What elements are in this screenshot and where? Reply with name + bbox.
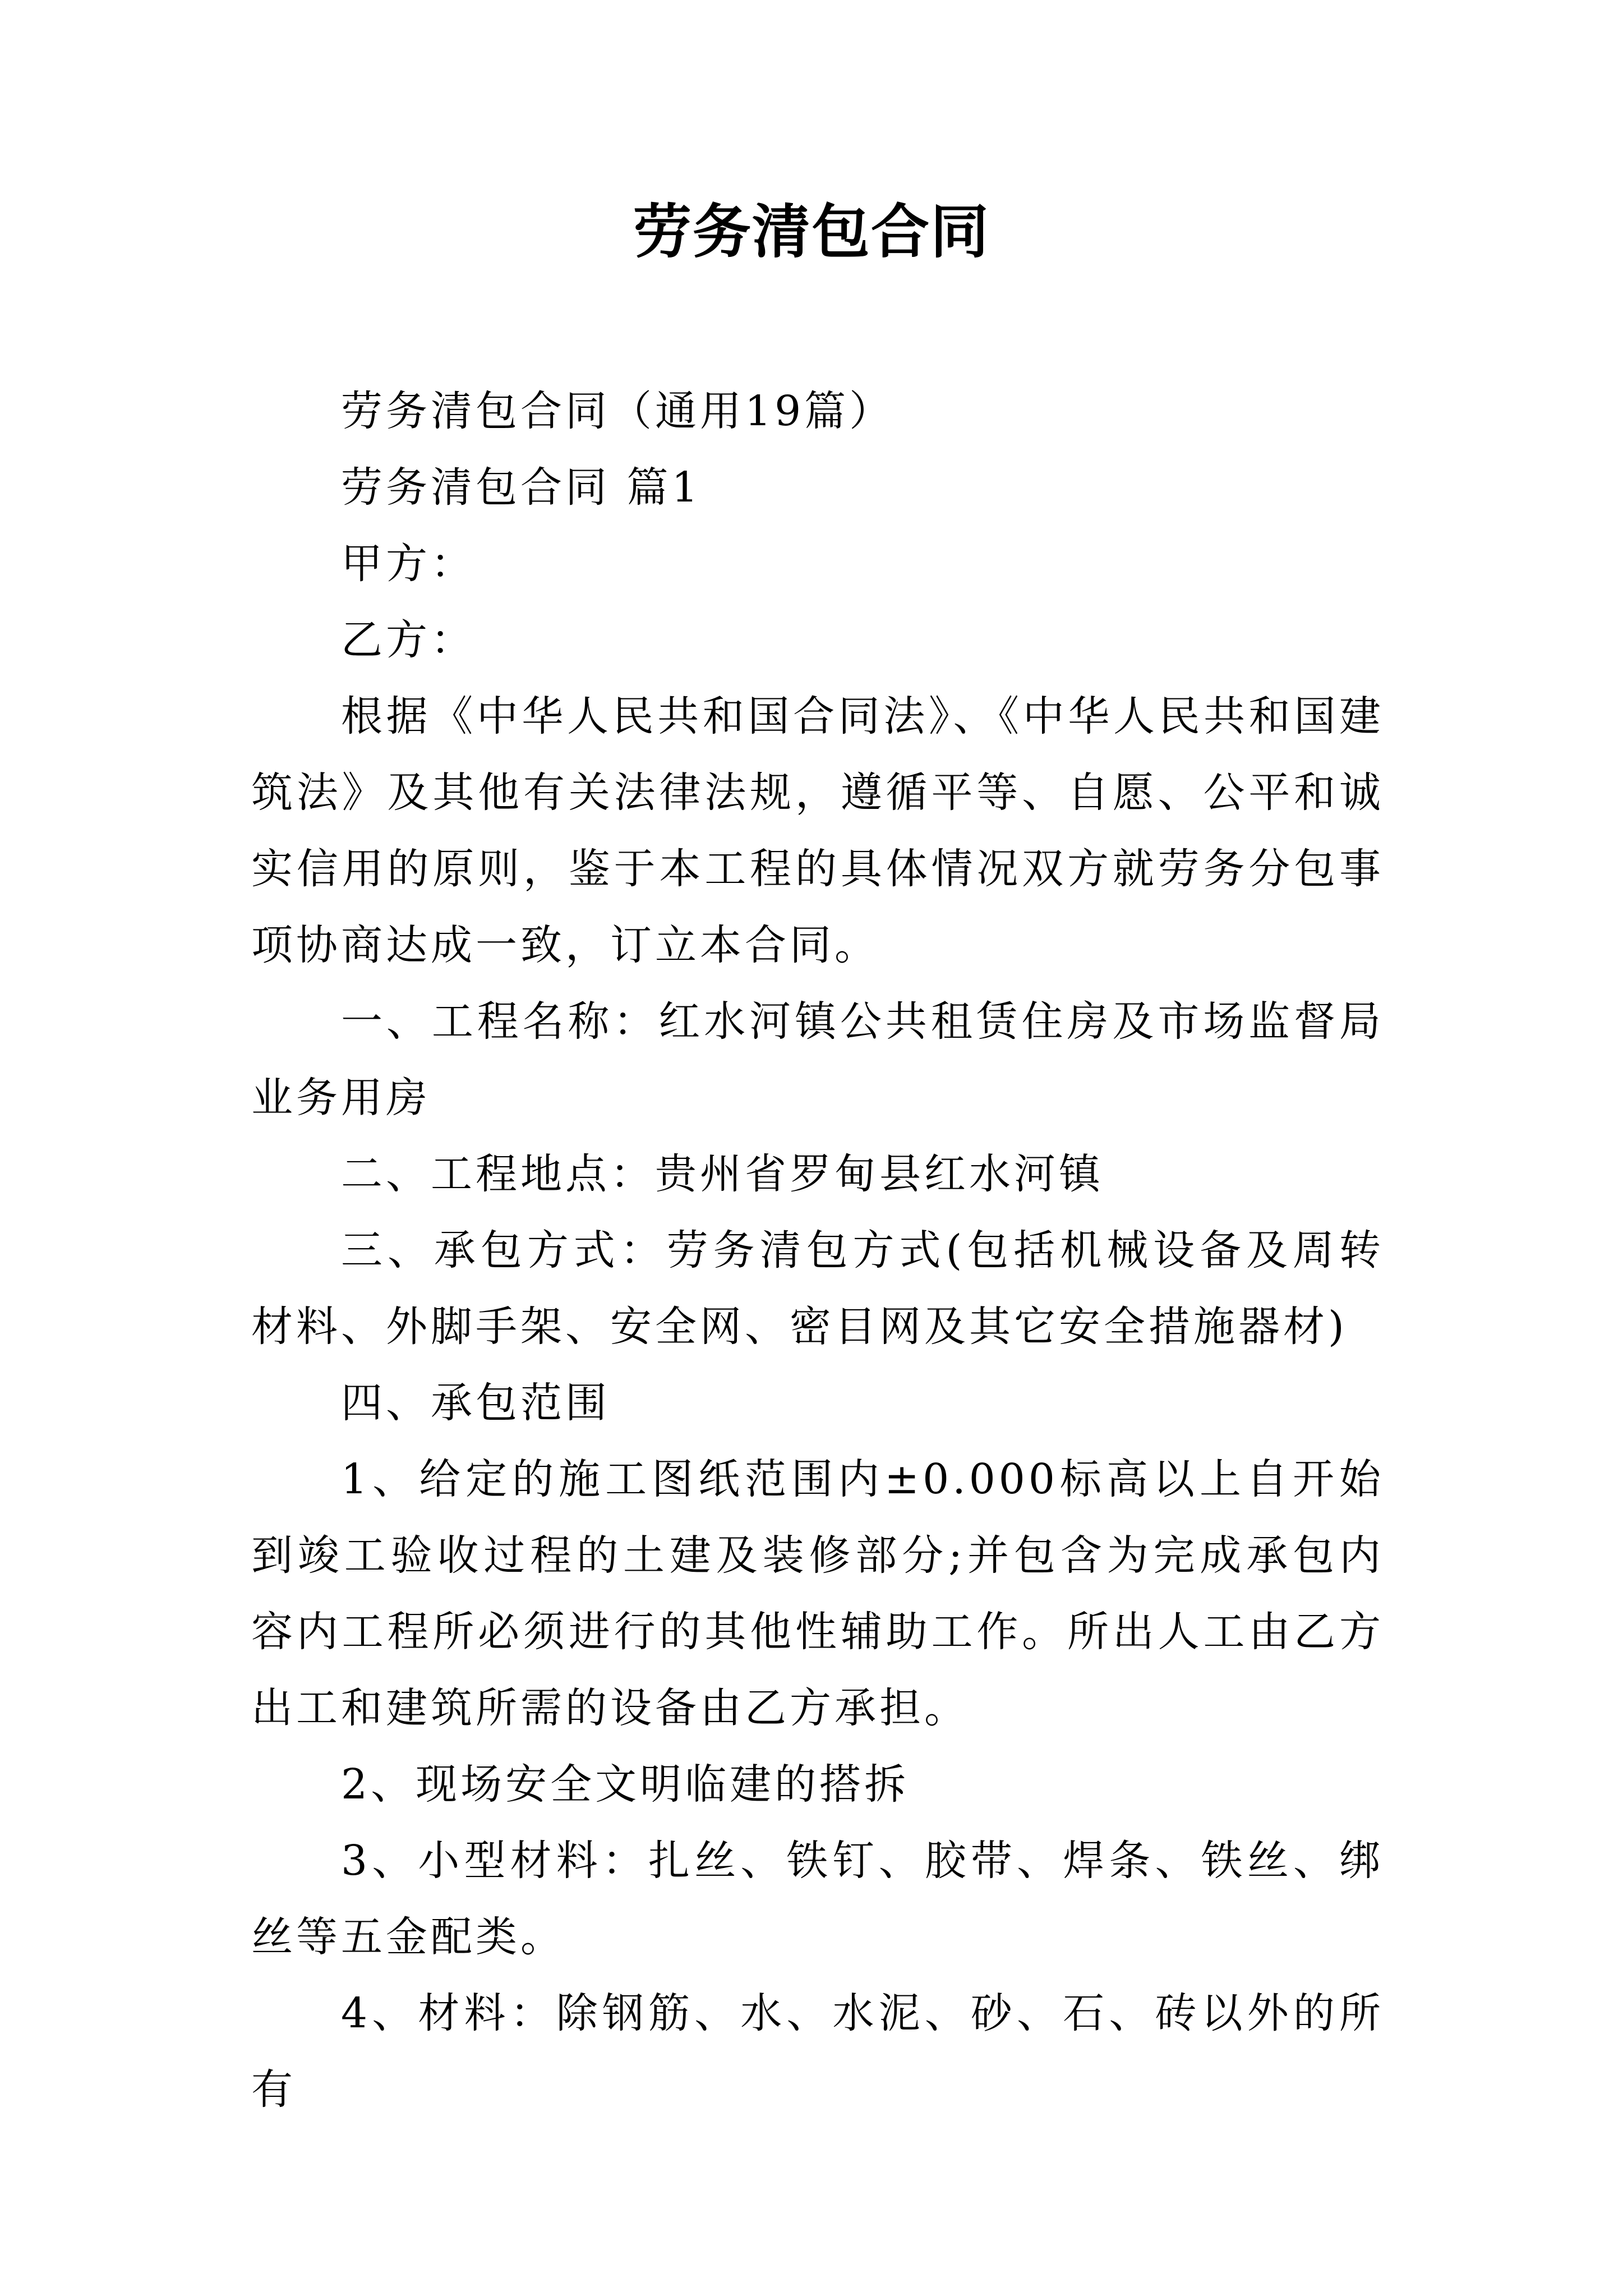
paragraph-scope-item-1: 1、给定的施工图纸范围内±0.000标高以上自开始到竣工验收过程的土建及装修部分;并包含为完成承包内容内工程所必须进行的其他性辅助工作。所出人工由乙方出工和建筑所需的设备由乙方承担。 [251, 1455, 1384, 1732]
paragraph-contract-method: 三、承包方式：劳务清包方式(包括机械设备及周转材料、外脚手架、安全网、密目网及其它安全措施器材) [251, 1226, 1384, 1351]
paragraph-project-name: 一、工程名称：红水河镇公共租赁住房及市场监督局业务用房 [251, 997, 1384, 1122]
paragraph-scope-item-3: 3、小型材料：扎丝、铁钉、胶带、焊条、铁丝、绑丝等五金配类。 [251, 1837, 1384, 1961]
paragraph-scope-item-4: 4、材料：除钢筋、水、水泥、砂、石、砖以外的所有 [251, 1989, 1384, 2114]
paragraph-party-b: 乙方： [341, 616, 476, 664]
paragraph-preamble: 根据《中华人民共和国合同法》、《中华人民共和国建筑法》及其他有关法律法规，遵循平等、自愿、公平和诚实信用的原则，鉴于本工程的具体情况双方就劳务分包事项协商达成一致，订立本合同。 [251, 692, 1384, 969]
document-title: 劳务清包合同 [633, 197, 990, 266]
paragraph-heading-part-1: 劳务清包合同 篇1 [341, 463, 702, 512]
document-body [251, 373, 1384, 2128]
paragraph-party-a: 甲方： [341, 540, 476, 588]
paragraph-scope-item-2: 2、现场安全文明临建的搭拆 [341, 1760, 910, 1809]
paragraph-heading-collection: 劳务清包合同（通用19篇） [341, 387, 895, 435]
paragraph-contract-scope: 四、承包范围 [341, 1379, 610, 1427]
paragraph-project-location: 二、工程地点：贵州省罗甸县红水河镇 [341, 1150, 1104, 1198]
